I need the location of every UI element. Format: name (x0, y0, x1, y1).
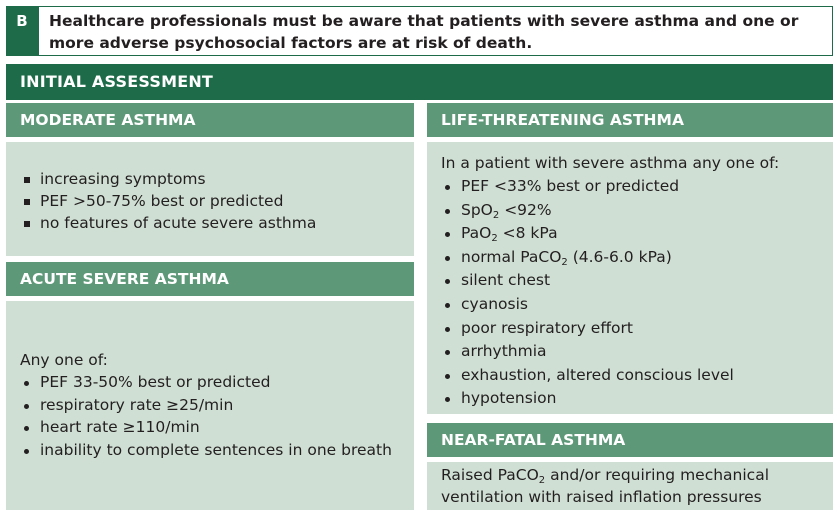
list-item: heart rate ≥110/min (20, 416, 414, 439)
section-title: INITIAL ASSESSMENT (6, 64, 833, 100)
moderate-asthma-header: MODERATE ASTHMA (6, 103, 414, 137)
list-item: PEF >50-75% best or predicted (20, 190, 414, 212)
list-item: PEF <33% best or predicted (441, 175, 833, 199)
acute-intro: Any one of: (20, 351, 108, 369)
list-item: silent chest (441, 269, 833, 293)
near-fatal-asthma-panel (427, 462, 833, 510)
note-badge: B (6, 6, 38, 56)
near-fatal-asthma-header: NEAR-FATAL ASTHMA (427, 423, 833, 457)
acute-severe-asthma-list (20, 371, 414, 461)
note-text: Healthcare professionals must be aware that patients with severe asthma and one or more adverse psychosocial factors are at risk of death. (38, 6, 833, 56)
life-threatening-asthma-list (441, 175, 833, 411)
list-item: respiratory rate ≥25/min (20, 394, 414, 417)
list-item: normal PaCO$_2$ (4.6-6.0 kPa) (441, 246, 833, 270)
list-item: increasing symptoms (20, 168, 414, 190)
life-intro: In a patient with severe asthma any one of: (441, 154, 780, 172)
list-item: SpO$_2$ <92% (441, 199, 833, 223)
list-item: inability to complete sentences in one breath (20, 439, 414, 462)
list-item: exhaustion, altered conscious level (441, 364, 833, 388)
near-fatal-line-2: ventilation with raised inflation pressures (441, 488, 762, 506)
moderate-asthma-panel (6, 142, 414, 256)
acute-severe-asthma-panel (6, 301, 414, 510)
list-item: cyanosis (441, 293, 833, 317)
list-item: poor respiratory effort (441, 317, 833, 341)
life-threatening-asthma-panel (427, 142, 833, 414)
list-item: arrhythmia (441, 340, 833, 364)
near-fatal-line-1: Raised PaCO$_2$ and/or requiring mechanical (441, 466, 770, 486)
list-item: no features of acute severe asthma (20, 212, 414, 234)
list-item: hypotension (441, 387, 833, 411)
list-item: PaO$_2$ <8 kPa (441, 222, 833, 246)
acute-severe-asthma-header: ACUTE SEVERE ASTHMA (6, 262, 414, 296)
moderate-asthma-list (20, 168, 414, 234)
life-threatening-asthma-header: LIFE-THREATENING ASTHMA (427, 103, 833, 137)
list-item: PEF 33-50% best or predicted (20, 371, 414, 394)
